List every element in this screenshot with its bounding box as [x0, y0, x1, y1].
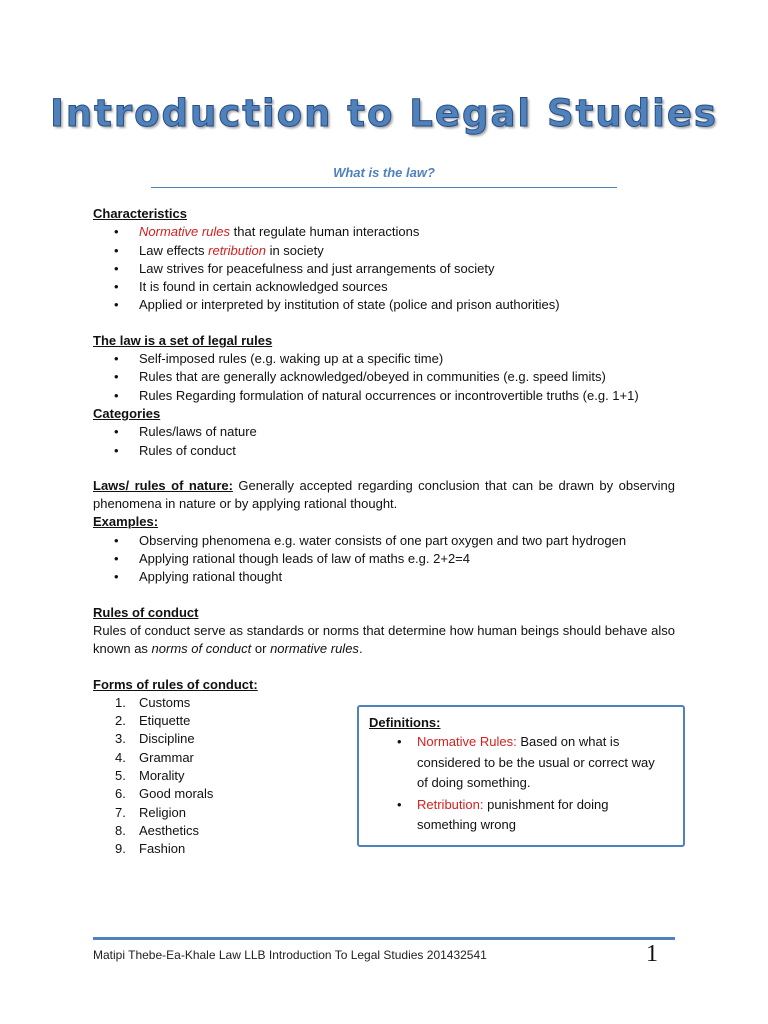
list-item-text: Good morals — [139, 786, 214, 802]
list-item-text: Etiquette — [139, 713, 191, 729]
emphasis-term: normative rules — [270, 641, 359, 657]
emphasis-term: norms of conduct — [151, 641, 252, 657]
list-number: 3. — [115, 731, 126, 747]
definition-item — [369, 795, 669, 836]
list-item — [93, 242, 675, 260]
emphasis-term: Normative rules — [139, 224, 231, 240]
list-item: • Applying rational thought — [93, 568, 675, 586]
list-item: • Rules Regarding formulation of natural occurrences or incontrovertible truths (e.g. 1+1) — [93, 387, 675, 405]
list-item-text: Discipline — [139, 731, 195, 747]
list-number: 8. — [115, 822, 126, 838]
list-item-text: Grammar — [139, 749, 194, 765]
rules-of-conduct-heading: Rules of conduct — [93, 604, 199, 620]
list-item — [93, 223, 675, 241]
list-item: • Applying rational though leads of law of maths e.g. 2+2=4 — [93, 550, 675, 568]
page-number: 1 — [646, 941, 658, 967]
definitions-box — [357, 705, 685, 847]
list-item: • Observing phenomena e.g. water consists of one part oxygen and two part hydrogen — [93, 532, 675, 550]
laws-of-nature-heading: Laws/ rules of nature: — [93, 477, 233, 493]
page-title: Introduction to Legal Studies — [50, 92, 718, 135]
list-item-text: Customs — [139, 694, 191, 710]
characteristics-heading: Characteristics — [93, 206, 187, 221]
list-number: 9. — [115, 841, 126, 857]
list-number: 4. — [115, 749, 126, 765]
characteristics-list — [93, 223, 675, 314]
laws-of-nature-paragraph — [93, 477, 675, 514]
list-item-text: Religion — [139, 804, 186, 820]
definition-text: Based on what is considered to be the usual or correct way of doing something. — [417, 734, 655, 790]
definition-text: punishment for doing something wrong — [417, 796, 609, 832]
list-item-text: Aesthetics — [139, 822, 199, 838]
definition-item — [369, 732, 669, 794]
emphasis-term: retribution — [208, 242, 266, 258]
definition-term: Retribution: — [417, 796, 484, 812]
laws-of-nature-text: Generally accepted regarding conclusion that can be drawn by observing phenomena in nature or by applying rational thought. — [93, 477, 675, 512]
page-subtitle: What is the law? — [333, 165, 435, 180]
list-item: • Applied or interpreted by institution of state (police and prison authorities) — [93, 296, 675, 314]
categories-heading: Categories — [93, 405, 161, 421]
paragraph-text: . — [358, 641, 363, 657]
list-item: • Rules/laws of nature — [93, 423, 675, 441]
footer-text: Matipi Thebe-Ea-Khale Law LLB Introduction To Legal Studies 201432541 — [93, 948, 487, 962]
list-number: 6. — [115, 786, 126, 802]
list-item-text: Morality — [139, 768, 185, 784]
list-number: 2. — [115, 713, 126, 729]
list-item-text: in society — [265, 242, 324, 258]
rules-of-conduct-paragraph — [93, 622, 675, 659]
list-item-text: Law effects — [139, 242, 209, 258]
list-number: 7. — [115, 804, 126, 820]
categories-list — [93, 423, 675, 460]
paragraph-text: Rules of conduct serve as standards or norms that determine how human beings should behave also known as — [93, 622, 675, 657]
legal-rules-heading: The law is a set of legal rules — [93, 332, 273, 348]
list-item-text: Fashion — [139, 841, 186, 857]
subtitle-divider — [151, 187, 617, 188]
list-item: • Rules that are generally acknowledged/obeyed in communities (e.g. speed limits) — [93, 368, 675, 386]
list-item: • Self-imposed rules (e.g. waking up at a specific time) — [93, 350, 675, 368]
legal-rules-list — [93, 350, 675, 405]
definitions-list — [369, 732, 669, 837]
list-item: • Law strives for peacefulness and just arrangements of society — [93, 260, 675, 278]
examples-list — [93, 532, 675, 587]
examples-heading: Examples: — [93, 514, 159, 530]
list-item: • It is found in certain acknowledged sources — [93, 278, 675, 296]
paragraph-text: or — [251, 641, 271, 657]
list-number: 1. — [115, 694, 126, 710]
list-item: • Rules of conduct — [93, 442, 675, 460]
list-number: 5. — [115, 768, 126, 784]
definitions-heading: Definitions: — [369, 715, 441, 730]
footer-divider — [93, 937, 675, 940]
list-item-text: that regulate human interactions — [230, 224, 420, 240]
forms-heading: Forms of rules of conduct: — [93, 676, 258, 692]
definition-term: Normative Rules: — [417, 734, 517, 749]
